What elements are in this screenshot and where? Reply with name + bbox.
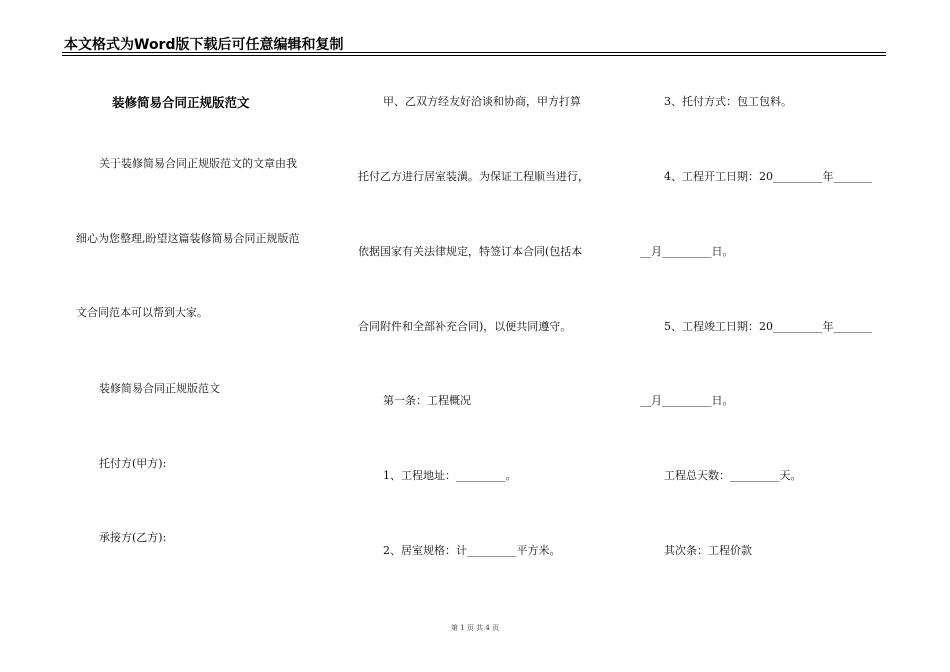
col3-line-1: 3、托付方式：包工包料。 (664, 95, 792, 108)
col1-line-4: 装修简易合同正规版范文 (99, 382, 220, 395)
col3-line-5: __月_________日。 (640, 394, 734, 407)
col3-line-4: 5、工程竣工日期：20_________年_______ (664, 320, 872, 333)
col1-line-3: 文合同范本可以帮到大家。 (76, 306, 208, 319)
header-rule (62, 52, 886, 53)
col2-line-7: 2、居室规格：计_________平方米。 (383, 544, 561, 557)
col3-line-3: __月_________日。 (640, 245, 734, 258)
document-header-title: 本文格式为Word版下载后可任意编辑和复制 (64, 37, 344, 53)
header-rule-secondary (62, 55, 886, 56)
col2-line-1: 甲、乙双方经友好洽谈和协商，甲方打算 (383, 95, 581, 108)
col3-line-7: 其次条：工程价款 (664, 544, 752, 557)
page-number-footer: 第 1 页 共 4 页 (450, 624, 500, 632)
col2-line-3: 依据国家有关法律规定，特签订本合同(包括本 (358, 245, 583, 258)
document-title: 装修简易合同正规版范文 (112, 95, 250, 110)
col2-line-5: 第一条：工程概况 (383, 394, 471, 407)
col1-line-6: 承接方(乙方): (99, 531, 167, 544)
col1-line-5: 托付方(甲方): (99, 457, 167, 470)
col2-line-6: 1、工程地址：_________。 (383, 469, 517, 482)
col2-line-4: 合同附件和全部补充合同)，以便共同遵守。 (358, 320, 572, 333)
col1-line-2: 细心为您整理,盼望这篇装修简易合同正规版范 (76, 232, 300, 245)
col2-line-2: 托付乙方进行居室装潢。为保证工程顺当进行， (358, 170, 589, 183)
col3-line-6: 工程总天数：_________天。 (664, 469, 802, 482)
col3-line-2: 4、工程开工日期：20_________年_______ (664, 170, 872, 183)
col1-line-1: 关于装修简易合同正规版范文的文章由我 (99, 157, 297, 170)
